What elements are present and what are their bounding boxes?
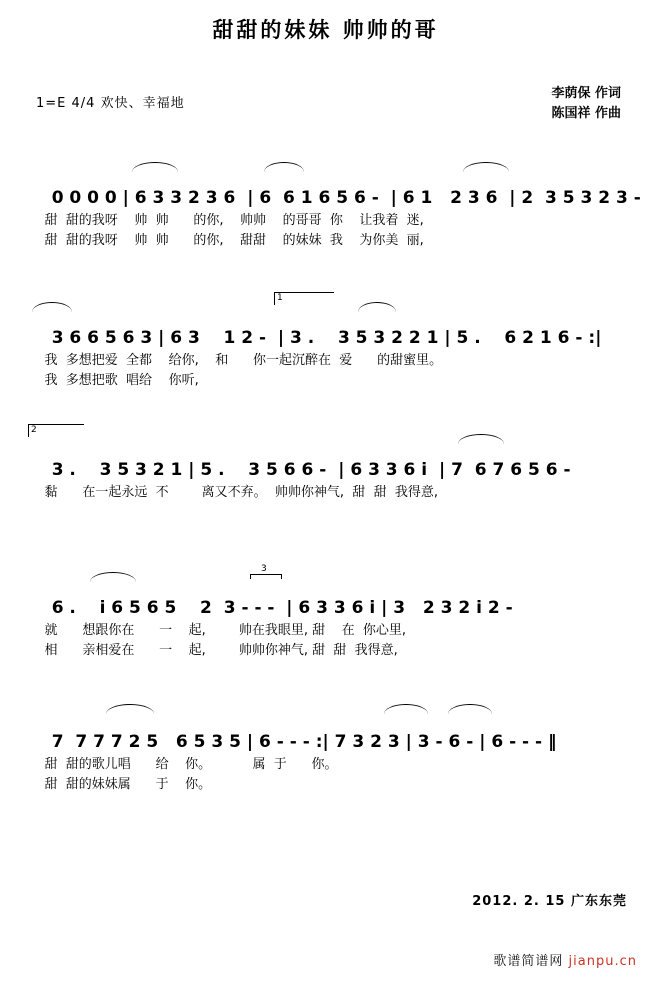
volta-number-1: 1: [277, 293, 283, 303]
score-system-4: [28, 564, 628, 658]
slur-arc: [264, 162, 304, 172]
date-and-place: 2012. 2. 15 广东东莞: [472, 894, 627, 909]
score-system-2: [28, 293, 628, 388]
lyric-row-2a: [28, 334, 628, 368]
notes-row-3: [28, 440, 628, 480]
notes-text-5: 7 7 7 7 2 5 6 5 3 5 | 6 - - - :| 7 3 2 3 | 3 - 6 - | 6 - - - ‖: [51, 732, 557, 752]
key-and-tempo: 1=E 4/4 欢快、幸福地: [36, 96, 185, 111]
lyric-row-3a: [28, 466, 628, 500]
lyric-row-4a: [28, 604, 628, 638]
slur-arc: [32, 302, 72, 312]
lyric-text-4a: 就 想跟你在 一 起, 帅在我眼里, 甜 在 你心里,: [44, 623, 407, 638]
lyricist: 李荫保 作词: [551, 86, 621, 101]
lyric-text-3a: 黏 在一起永远 不 离又不弃。 帅帅你神气, 甜 甜 我得意,: [44, 485, 438, 500]
score-system-5: [28, 712, 628, 792]
lyric-row-5b: [28, 758, 628, 792]
lyric-row-4b: [28, 624, 628, 658]
slur-arc: [90, 572, 136, 582]
volta-bracket-2: [28, 424, 84, 437]
lyric-text-1b: 甜 甜的我呀 帅 帅 的你, 甜甜 的妹妹 我 为你美 丽,: [44, 233, 424, 248]
score-system-1: [28, 168, 647, 248]
score-system-3: [28, 425, 628, 500]
lyric-text-5a: 甜 甜的歌儿唱 给 你。 属 于 你。: [44, 757, 338, 772]
volta-number-2: 2: [31, 425, 37, 435]
lyric-row-1b: [28, 214, 628, 248]
lyric-row-1a: [28, 194, 628, 228]
watermark: [493, 950, 637, 969]
volta-bracket-1: [274, 292, 334, 305]
notes-text-3: 3 . 3 5 3 2 1 | 5 . 3 5 6 6 - | 6 3 3 6 i | 7 6 7 6 5 6 -: [51, 460, 577, 480]
triplet-number: 3: [261, 564, 267, 574]
notes-row-5: [28, 712, 628, 752]
slur-arc: [358, 302, 396, 312]
lyric-row-2b: [28, 354, 628, 388]
slur-arc: [458, 434, 504, 444]
lyric-text-1a: 甜 甜的我呀 帅 帅 的你, 帅帅 的哥哥 你 让我着 迷,: [44, 213, 424, 228]
page-title: 甜甜的妹妹 帅帅的哥: [212, 17, 439, 42]
slur-arc: [448, 704, 492, 714]
slur-arc: [106, 704, 154, 714]
slur-arc: [132, 162, 178, 172]
notes-text-4: 6 . i 6 5 6 5 2 3 - - - | 6 3 3 6 i | 3 2 3 2 i 2 -: [51, 598, 519, 618]
watermark-en: jianpu.cn: [568, 954, 637, 969]
composer: 陈国祥 作曲: [551, 106, 621, 121]
notes-row-2: [28, 308, 628, 348]
notes-text-2: 3 6 6 5 6 3 | 6 3 1 2 - | 3 . 3 5 3 2 2 1 | 5 . 6 2 1 6 - :|: [51, 328, 602, 348]
lyric-text-4b: 相 亲相爱在 一 起, 帅帅你神气, 甜 甜 我得意,: [44, 643, 398, 658]
lyric-row-5a: [28, 738, 628, 772]
lyric-text-5b: 甜 甜的妹妹属 于 你。: [44, 777, 212, 792]
watermark-cn: 歌谱简谱网: [493, 954, 564, 969]
slur-arc: [463, 162, 509, 172]
lyric-text-2a: 我 多想把爱 全都 给你, 和 你一起沉醉在 爱 的甜蜜里。: [44, 353, 443, 368]
notes-text-1: 0 0 0 0 | 6 3 3 2 3 6 | 6 6 1 6 5 6 - | 6 1 2 3 6 | 2 3 5 3 2 3 -: [51, 188, 647, 208]
credits: [551, 84, 621, 124]
lyric-text-2b: 我 多想把歌 唱给 你听,: [44, 373, 199, 388]
notes-row-1: [28, 168, 647, 208]
slur-arc: [384, 704, 428, 714]
